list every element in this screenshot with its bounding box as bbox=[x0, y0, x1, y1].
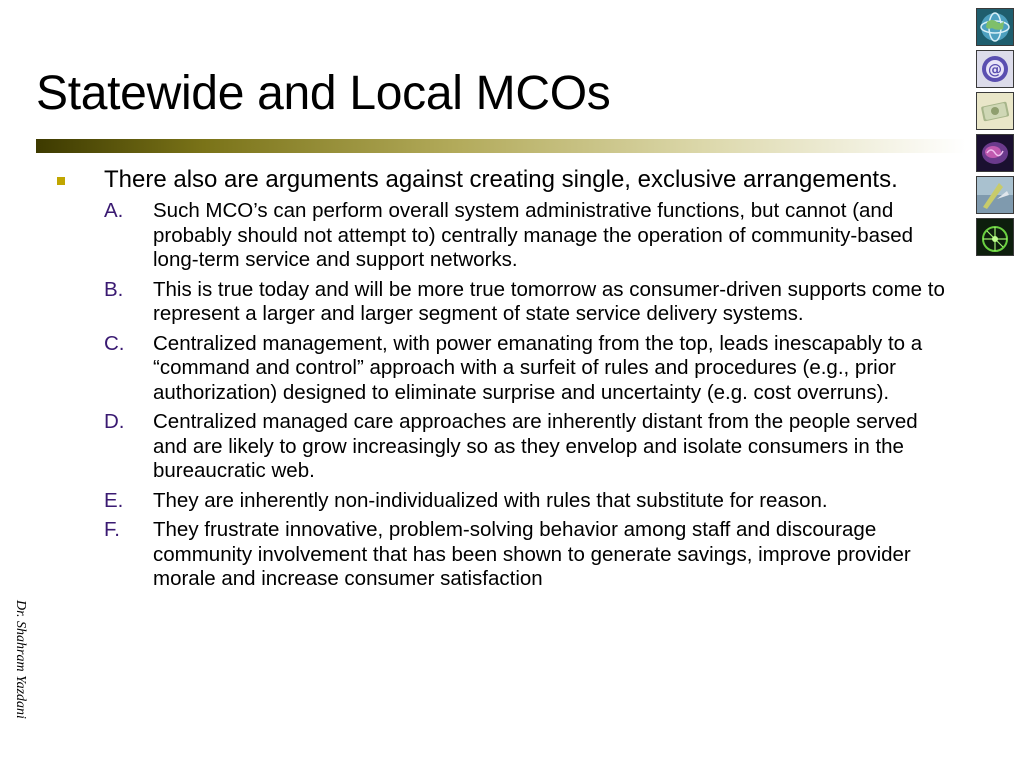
sub-item-c bbox=[56, 332, 946, 406]
sub-item-e bbox=[56, 489, 946, 514]
email-at-icon bbox=[976, 50, 1014, 88]
sub-item-text: They are inherently non-individualized with rules that substitute for reason. bbox=[153, 488, 828, 512]
author-credit: Dr. Shahram Yazdani bbox=[13, 600, 28, 719]
bullet-item bbox=[56, 166, 946, 193]
sub-item-d bbox=[56, 410, 946, 484]
sub-item-letter: A. bbox=[104, 199, 124, 222]
square-bullet-icon bbox=[57, 177, 65, 185]
sub-item-letter: B. bbox=[104, 277, 124, 301]
bullet-text: There also are arguments against creating single, exclusive arrangements. bbox=[104, 166, 898, 193]
sub-item-b bbox=[56, 278, 946, 327]
sub-item-f bbox=[56, 518, 946, 592]
sub-item-text: They frustrate innovative, problem-solving behavior among staff and discourage community involvement that has been shown to generate savings, improve provider morale and increase consumer satisfaction bbox=[153, 518, 911, 590]
sub-item-letter: C. bbox=[104, 331, 125, 355]
brain-scan-icon bbox=[976, 134, 1014, 172]
sub-item-letter: F. bbox=[104, 518, 120, 541]
globe-icon bbox=[976, 8, 1014, 46]
sub-item-text: Centralized managed care approaches are inherently distant from the people served and are likely to grow increasingly so as they envelop and isolate consumers in the bureaucratic web. bbox=[153, 410, 918, 482]
sub-item-text: Centralized management, with power emanating from the top, leads inescapably to a “command and control” approach with a surfeit of rules and procedures (e.g., prior authorization) designed to eliminate surprise and uncertainty (e.g. cost overruns). bbox=[153, 331, 923, 404]
money-icon bbox=[976, 92, 1014, 130]
title-underline bbox=[36, 139, 966, 153]
sub-item-letter: D. bbox=[104, 410, 125, 433]
slide-title: Statewide and Local MCOs bbox=[36, 67, 611, 120]
sub-item-text: This is true today and will be more true tomorrow as consumer-driven supports come to represent a larger and larger segment of state service delivery systems. bbox=[153, 277, 945, 325]
slide-body bbox=[56, 166, 946, 597]
svg-text:@: @ bbox=[988, 62, 1002, 78]
circuit-icon bbox=[976, 218, 1014, 256]
sub-item-letter: E. bbox=[104, 488, 124, 512]
sub-item-text: Such MCO’s can perform overall system administrative functions, but cannot (and probably should not attempt to) centrally manage the operation of community-based long-term service and support networks. bbox=[153, 199, 914, 271]
thumbnail-strip bbox=[976, 8, 1016, 260]
sub-list bbox=[56, 199, 946, 592]
satellite-icon bbox=[976, 176, 1014, 214]
sub-item-a bbox=[56, 199, 946, 273]
